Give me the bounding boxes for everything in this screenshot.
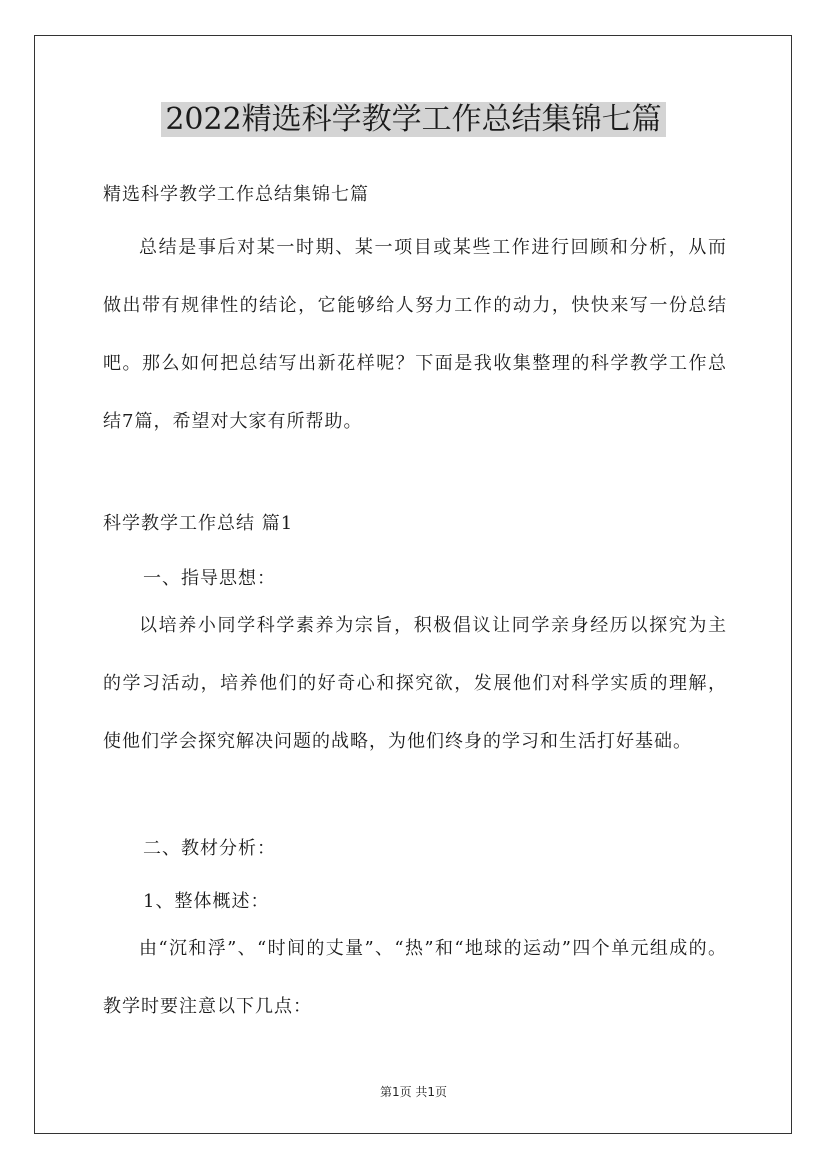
section-heading: 科学教学工作总结 篇1	[103, 513, 294, 534]
heading-textbook-analysis: 二、教材分析：	[143, 838, 276, 859]
document-subtitle: 精选科学教学工作总结集锦七篇	[103, 184, 369, 205]
overview-paragraph: 由“沉和浮”、“时间的丈量”、“热”和“地球的运动”四个单元组成的。教学时要注意以下几点：	[103, 938, 727, 1017]
heading-guiding-ideology: 一、指导思想：	[143, 568, 276, 589]
heading-overview: 1、整体概述：	[143, 891, 270, 912]
document-title	[0, 98, 827, 142]
document-title-text: 2022精选科学教学工作总结集锦七篇	[161, 102, 665, 137]
intro-paragraph: 总结是事后对某一时期、某一项目或某些工作进行回顾和分析，从而做出带有规律性的结论，它能够给人努力工作的动力，快快来写一份总结吧。那么如何把总结写出新花样呢？下面是我收集整理的科学教学工作总结7篇，希望对大家有所帮助。	[103, 237, 727, 432]
page-footer: 第1页 共1页	[379, 1085, 448, 1099]
guiding-ideology-paragraph: 以培养小同学科学素养为宗旨，积极倡议让同学亲身经历以探究为主的学习活动，培养他们的好奇心和探究欲，发展他们对科学实质的理解，使他们学会探究解决问题的战略，为他们终身的学习和生活打好基础。	[103, 615, 727, 752]
